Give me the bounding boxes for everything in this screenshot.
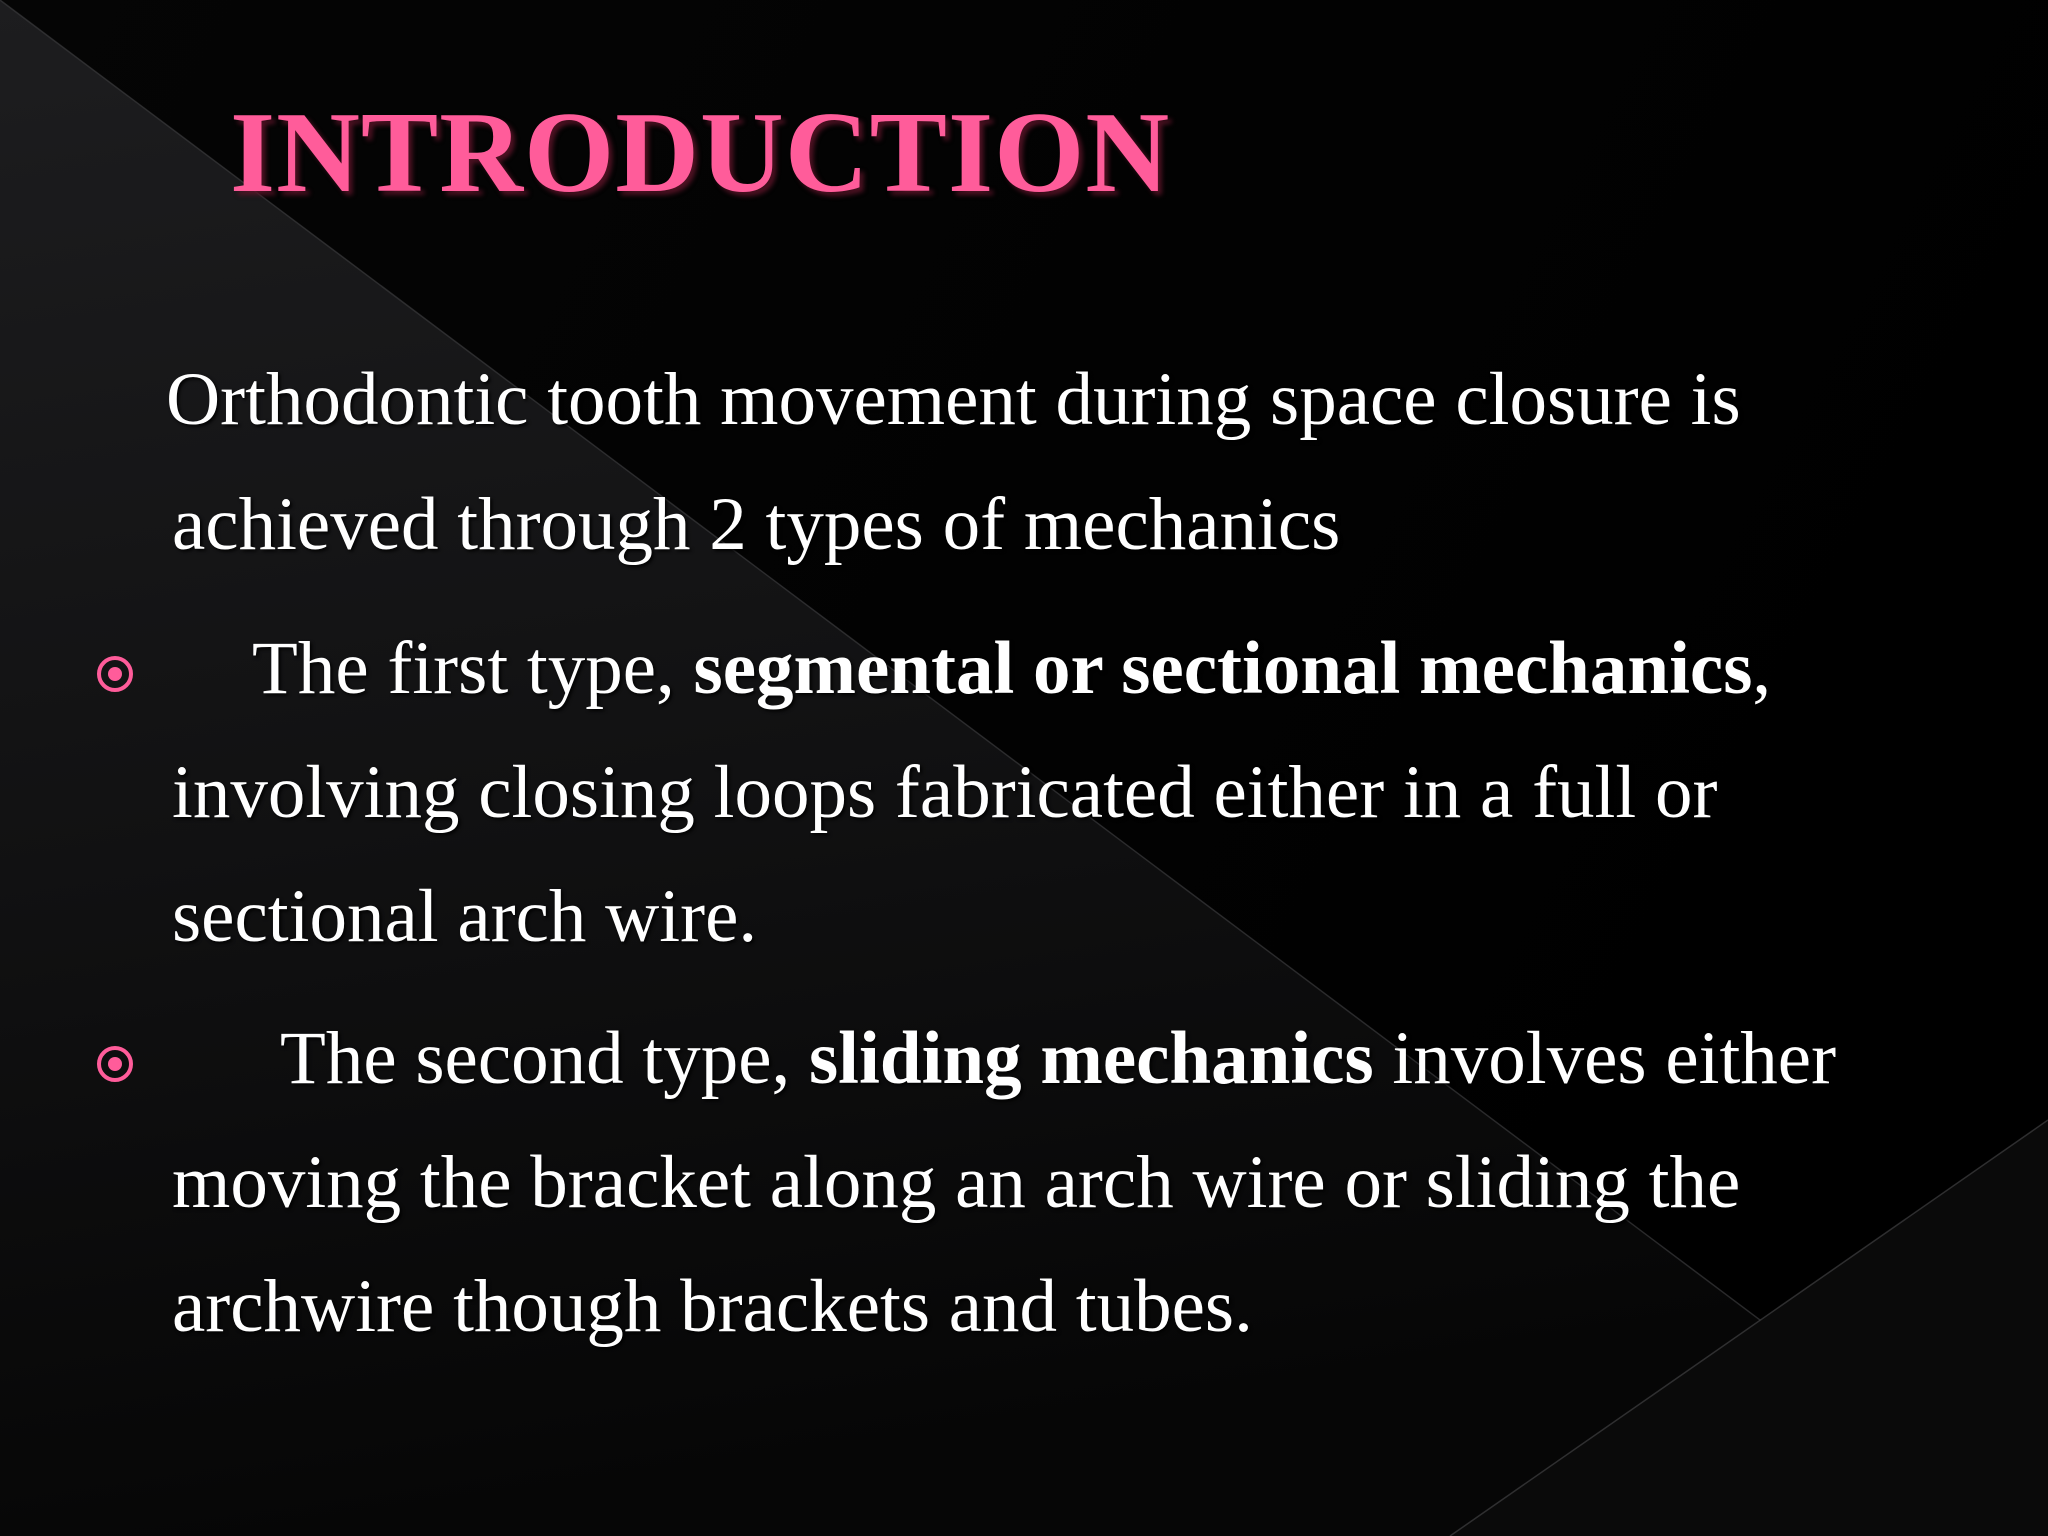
bullet-1-lead-text: The first type, xyxy=(252,627,694,710)
intro-text-line-2: achieved through 2 types of mechanics xyxy=(172,483,1341,566)
bullet-1-line-2: involving closing loops fabricated either in a full or xyxy=(172,751,1718,834)
target-bullet-icon xyxy=(97,1046,133,1082)
slide-title: INTRODUCTION xyxy=(230,89,1171,217)
bullet-2-line-1 xyxy=(280,1014,1836,1104)
target-bullet-icon xyxy=(97,656,133,692)
bullet-2-line-3: archwire though brackets and tubes. xyxy=(172,1265,1253,1348)
intro-text-line-1: Orthodontic tooth movement during space closure is xyxy=(166,358,1741,441)
bullet-1-line-1 xyxy=(252,624,1771,714)
bullet-2-bold-term: sliding mechanics xyxy=(809,1017,1374,1100)
bullet-1-line-3: sectional arch wire. xyxy=(172,875,758,958)
bullet-2-line-2: moving the bracket along an arch wire or sliding the xyxy=(172,1141,1741,1224)
bullet-1-bold-term: segmental or sectional mechanics xyxy=(693,627,1753,710)
bullet-2-trailing-text: involves either xyxy=(1373,1017,1837,1100)
bullet-2-lead-text: The second type, xyxy=(280,1017,809,1100)
bullet-1-trailing-text: , xyxy=(1752,627,1772,710)
